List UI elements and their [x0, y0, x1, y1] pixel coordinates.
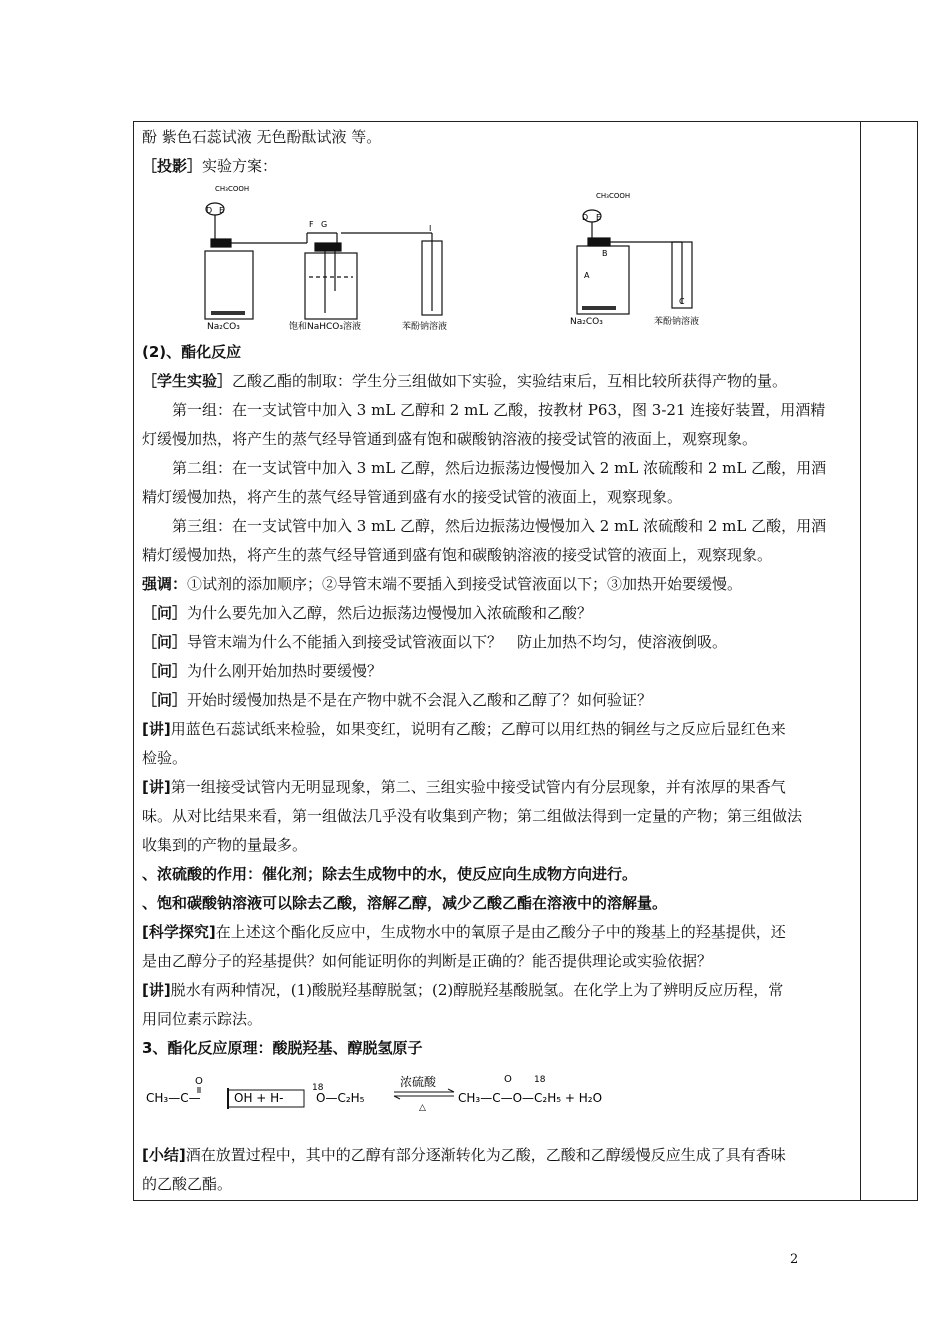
text-line: [讲]第一组接受试管内无明显现象，第二、三组实验中接受试管内有分层现象，并有浓厚的果香气 [142, 778, 786, 796]
text-line: ［学生实验］乙酸乙酯的制取：学生分三组做如下实验，实验结束后，互相比较所获得产物的量。 [142, 372, 788, 390]
text-line: 的乙酸乙酯。 [142, 1175, 233, 1193]
text-line: ［问］为什么要先加入乙醇，然后边振荡边慢慢加入浓硫酸和乙酸？ [142, 604, 593, 622]
svg-text:E: E [219, 206, 225, 215]
text-line: [讲]脱水有两种情况，(1)酸脱羟基醇脱氢；(2)醇脱羟基酸脱氢。在化学上为了辨明反应历程，常 [142, 981, 784, 999]
svg-text:18: 18 [534, 1075, 546, 1085]
svg-text:饱和NaHCO₃溶液: 饱和NaHCO₃溶液 [289, 322, 361, 331]
svg-text:18: 18 [312, 1083, 324, 1093]
svg-text:A: A [584, 271, 590, 280]
text-line: 味。从对比结果来看，第一组做法几乎没有收集到产物；第二组做法得到一定量的产物；第三组做法 [142, 807, 803, 825]
text-line: 、浓硫酸的作用：催化剂；除去生成物中的水，使反应向生成物方向进行。 [142, 865, 638, 883]
text-line: 是由乙醇分子的羟基提供？如何能证明你的判断是正确的？能否提供理论或实验依据？ [142, 952, 713, 970]
text-line: 酚 紫色石蕊试液 无色酚酞试液 等。 [142, 128, 382, 146]
svg-text:CH₃COOH: CH₃COOH [596, 192, 631, 200]
svg-text:OH + H-: OH + H- [234, 1091, 284, 1105]
svg-text:O: O [504, 1074, 512, 1085]
section-heading: (2)、酯化反应 [142, 343, 242, 361]
svg-text:△: △ [419, 1103, 426, 1113]
svg-text:O: O [195, 1076, 203, 1087]
svg-text:苯酚钠溶液: 苯酚钠溶液 [402, 322, 448, 331]
text-line: [讲]用蓝色石蕊试纸来检验，如果变红，说明有乙酸；乙醇可以用红热的铜丝与之反应后显红色来 [142, 720, 786, 738]
svg-text:CH₃—C—O—C₂H₅ + H₂O: CH₃—C—O—C₂H₅ + H₂O [458, 1091, 603, 1105]
svg-text:D: D [206, 206, 213, 215]
svg-text:B: B [602, 249, 608, 258]
section-heading: 3、酯化反应原理：酸脱羟基、醇脱氢原子 [142, 1039, 423, 1057]
text-line: 第二组：在一支试管中加入 3 mL 乙醇，然后边振荡边慢慢加入 2 mL 浓硫酸和 2 mL 乙酸，用酒 [172, 459, 827, 477]
svg-text:F: F [309, 220, 314, 229]
svg-text:E: E [596, 213, 602, 222]
svg-text:D: D [582, 213, 589, 222]
table-column-divider [860, 121, 861, 1201]
text-line: 、饱和碳酸钠溶液可以除去乙酸，溶解乙醇，减少乙酸乙酯在溶液中的溶解量。 [142, 894, 668, 912]
text-line: 收集到的产物的量最多。 [142, 836, 308, 854]
svg-text:C: C [679, 297, 685, 306]
svg-text:浓硫酸: 浓硫酸 [400, 1075, 437, 1089]
text-line: 精灯缓慢加热，将产生的蒸气经导管通到盛有饱和碳酸钠溶液的接受试管的液面上，观察现象。 [142, 546, 773, 564]
text-line: 第一组：在一支试管中加入 3 mL 乙醇和 2 mL 乙酸，按教材 P63，图 3-21 连接好装置，用酒精 [172, 401, 826, 419]
page-number: 2 [790, 1252, 799, 1267]
text-line: 灯缓慢加热，将产生的蒸气经导管通到盛有饱和碳酸钠溶液的接受试管的液面上，观察现象。 [142, 430, 758, 448]
svg-text:Na₂CO₃: Na₂CO₃ [570, 317, 603, 326]
text-line: 检验。 [142, 749, 188, 767]
svg-text:G: G [321, 220, 328, 229]
apparatus-figure-2 [562, 186, 762, 326]
text-line: [小结]酒在放置过程中，其中的乙醇有部分逐渐转化为乙酸，乙酸和乙醇缓慢反应生成了具有香味 [142, 1146, 786, 1164]
text-line: 用同位素示踪法。 [142, 1010, 263, 1028]
apparatus-figure-1 [197, 181, 507, 331]
svg-text:CH₃COOH: CH₃COOH [215, 185, 250, 193]
text-line: 精灯缓慢加热，将产生的蒸气经导管通到盛有水的接受试管的液面上，观察现象。 [142, 488, 683, 506]
svg-text:Na₂CO₃: Na₂CO₃ [207, 322, 240, 331]
text-line: 第三组：在一支试管中加入 3 mL 乙醇，然后边振荡边慢慢加入 2 mL 浓硫酸和 2 mL 乙酸，用酒 [172, 517, 827, 535]
text-line: [科学探究]在上述这个酯化反应中，生成物水中的氧原子是由乙酸分子中的羧基上的羟基提供，还 [142, 923, 786, 941]
svg-text:苯酚钠溶液: 苯酚钠溶液 [654, 317, 700, 326]
text-line: ［问］导管末端为什么不能插入到接受试管液面以下？ 防止加热不均匀，使溶液倒吸。 [142, 633, 728, 651]
svg-text:O—C₂H₅: O—C₂H₅ [316, 1091, 365, 1105]
text-line: 强调：①试剂的添加顺序；②导管末端不要插入到接受试管液面以下；③加热开始要缓慢。 [142, 575, 743, 593]
esterification-equation [142, 1066, 682, 1116]
svg-text:CH₃—C—: CH₃—C— [146, 1091, 201, 1105]
text-line: ［投影］实验方案： [142, 157, 278, 175]
text-line: ［问］为什么刚开始加热时要缓慢？ [142, 662, 383, 680]
text-line: ［问］开始时缓慢加热是不是在产物中就不会混入乙酸和乙醇了？如何验证？ [142, 691, 653, 709]
svg-text:I: I [429, 224, 432, 233]
